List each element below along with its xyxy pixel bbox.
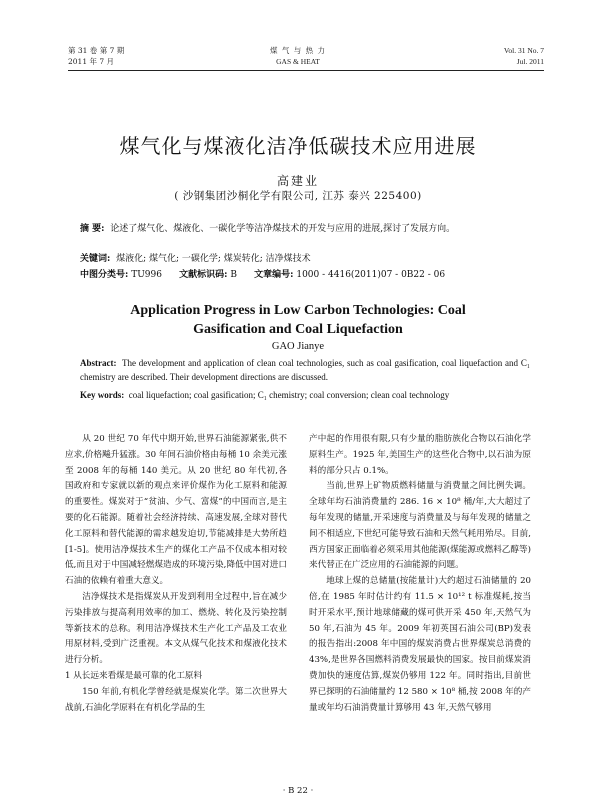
paper-title-en-line1: Application Progress in Low Carbon Technologies: Coal [130,303,466,318]
body-paragraph: 从 20 世纪 70 年代中期开始,世界石油能源紧张,供不应求,价格飚升猛涨。30 年间石油价格由每桶 10 余美元涨至 2008 年的每桶 140 美元。从 20 世纪 80 年代初,各国政府和专家就以新的观点来评价煤作为化工原料和能源的重要性。煤炭对于“贫油、少气、富煤”的中国而言,是主要的化石能源。随着社会经济持续、高速发展,全球对替代化工原料和替代能源的需求越发迫切,节能减排是大势所趋[1-5]。使用洁净煤技术生产的煤化工产品不仅成本相对较低,而且对于中国减轻燃煤造成的环境污染,降低中国对进口石油的依赖有着重大意义。 [65,434,287,587]
abstract-cn-text: 论述了煤气化、煤液化、一碳化学等洁净煤技术的开发与应用的进展,探讨了发展方向。 [110,224,456,234]
keywords-cn-text: 煤液化; 煤气化; 一碳化学; 煤炭转化; 洁净煤技术 [116,254,311,264]
clc-label: 中图分类号: [80,270,129,280]
keywords-en-text: coal liquefaction; coal gasification; C₁ chemistry; coal conversion; clean coal technology [128,390,450,400]
article-number-label: 文章编号: [254,270,294,280]
section-heading: 1 从长远来看煤是最可靠的化工原料 [65,670,203,681]
keywords-en [80,388,530,402]
body-paragraph: 150 年前,有机化学曾经就是煤炭化学。第二次世界大战前,石油化学原料在有机化学品的生 [65,686,287,713]
paper-title-en [0,301,596,339]
abstract-en [80,356,530,384]
author-cn: 高建业 [276,174,319,188]
abstract-cn [80,222,520,236]
body-column-left [65,432,287,716]
paper-title-cn: 煤气化与煤液化洁净低碳技术应用进展 [119,134,477,158]
header-volume-issue: 第 31 卷 第 7 期 [68,46,125,55]
body-paragraph: 地球上煤的总储量(按能量计)大约超过石油储量的 20 倍,在 1985 年时估计约有 11.5 × 10¹² t 标准煤耗,按当时开采水平,预计地球储藏的煤可供开采 450 年,天然气为 50 年,石油为 45 年。2009 年初英国石油公司(BP)发表的报告指出:2008 年中国的煤炭消费占世界煤炭总消费的 43%,是世界各国燃料消费发展最快的国家。按目前煤炭消费加快的速度估算,煤炭仍够用 122 年。同时指出,目前世界已探明的石油储量约 12 580 × 10⁸ 桶,按 2008 年的产量或年均石油消费量计算够用 43 年,天然气够用 [309,576,531,713]
abstract-en-text: The development and application of clean coal technologies, such as coal gasification, coal liquefaction and C₁ chemistry are described. Their development directions are discussed. [80,358,530,382]
header-date: 2011 年 7 月 [68,57,115,66]
article-number-value: 1000 - 4416(2011)07 - 0B22 - 06 [296,270,446,280]
body-paragraph: 产中起的作用很有限,只有少量的脂肪族化合物以石油化学原料生产。1925 年,美国生产的这些化合物中,以石油为原料的部分只占 0.1%。 [309,434,531,476]
affiliation-cn: ( 沙钢集团沙桐化学有限公司, 江苏 泰兴 225400) [174,190,422,202]
paper-title-en-line2: Gasification and Coal Liquefaction [193,322,403,337]
page-number: · B 22 · [282,786,314,796]
body-paragraph: 当前,世界上矿物质燃料储量与消费量之间比例失调。全球年均石油消费量约 286. 16 × 10⁸ 桶/年,大大超过了每年发现的储量,开采速度与消费量及与每年发现的储量之间不相适应,下世纪可能导致石油和天然气耗用殆尽。目前,西方国家正面临着必须采用其他能源(煤能源或燃料乙醇等)来代替正在广泛应用的石油能源的问题。 [309,481,531,571]
keywords-cn [80,252,520,266]
clc-value: TU996 [131,270,162,280]
abstract-en-label: Abstract: [80,358,117,368]
header-rule [68,70,544,71]
classification-line [80,268,540,282]
doc-code-label: 文献标识码: [179,270,228,280]
header-date-en: Jul. 2011 [516,57,544,66]
header-journal-cn: 煤 气 与 热 力 [269,46,327,55]
header-journal-en: GAS & HEAT [276,57,320,66]
author-en: GAO Jianye [271,341,325,352]
keywords-cn-label: 关键词: [80,254,111,264]
header-vol-en: Vol. 31 No. 7 [503,46,544,55]
abstract-cn-label: 摘 要: [80,224,105,234]
body-paragraph: 洁净煤技术是指煤炭从开发到利用全过程中,旨在减少污染排放与提高利用效率的加工、燃烧、转化及污染控制等新技术的总称。利用洁净煤技术生产化工产品及工农业用原材料,受到广泛重视。本文从煤气化技术和煤液化技术进行分析。 [65,591,287,666]
body-column-right [309,432,531,716]
doc-code-value: B [230,270,237,280]
keywords-en-label: Key words: [80,390,125,400]
